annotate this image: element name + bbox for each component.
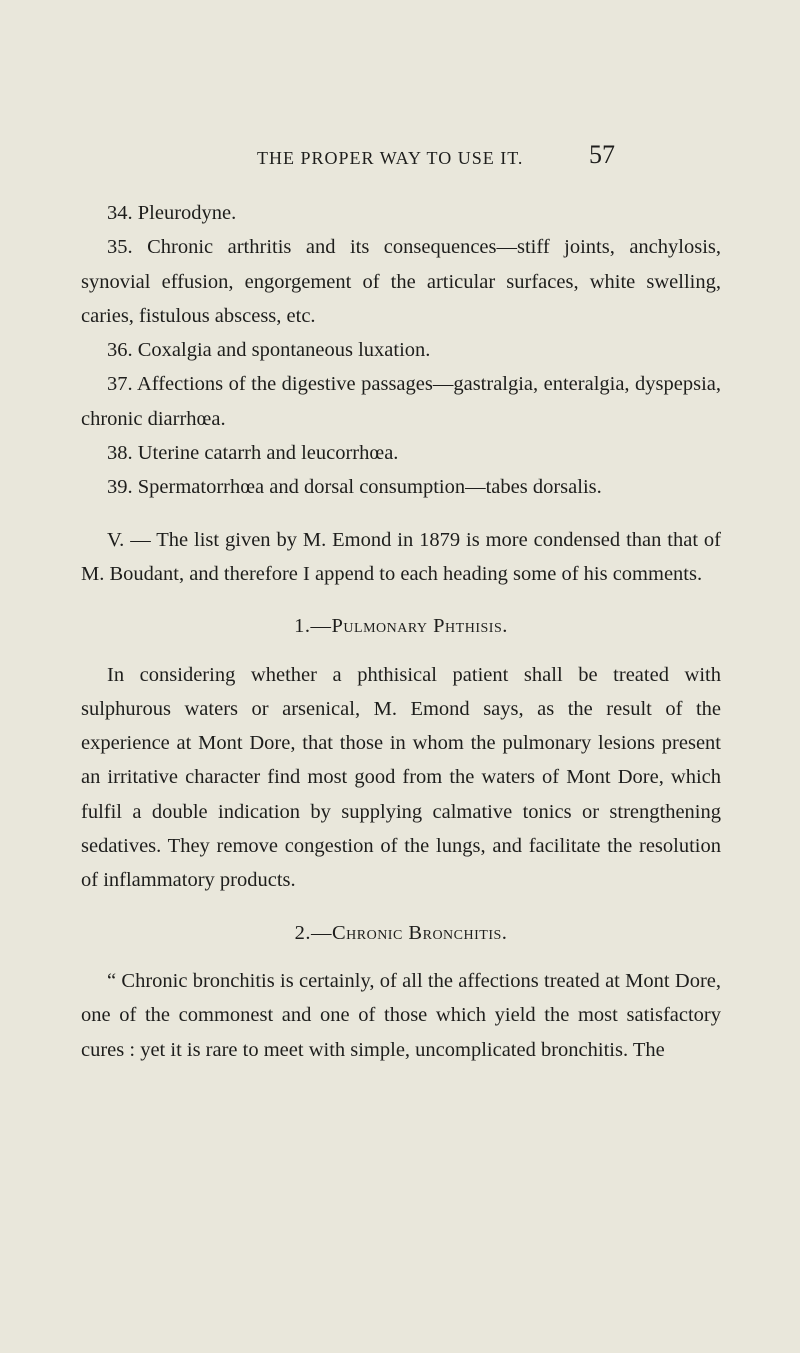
list-item — [81, 436, 721, 470]
item-text: Spermatorrhœa and dorsal consumption—tabes dorsalis. — [137, 476, 602, 499]
item-text: Affections of the digestive passages—gastralgia, enteralgia, dyspepsia, chronic diarrhœa. — [81, 373, 721, 430]
heading-chronic-bronchitis: 2.—Chronic Bronchitis. — [294, 921, 508, 944]
item-text: Pleurodyne. — [137, 202, 237, 224]
item-number: 34. — [107, 202, 133, 224]
paragraph-phthisis: In considering whether a phthisical patient shall be treated with sulphurous waters or arsenical, M. Emond says, as the result of the experience at Mont Dore, that those in whom the pulmonary lesions present an irritative character find most good from the waters of Mont Dore, which fulfil a double indication by supplying calmative tonics or strengthening sedatives. They remove congestion of the lungs, and facilitate the resolution of inflammatory products. — [81, 663, 721, 892]
item-number: 35. — [107, 236, 133, 259]
running-title: THE PROPER WAY TO USE IT. — [257, 148, 524, 168]
list-item — [81, 333, 721, 367]
paragraph-bronchitis: “ Chronic bronchitis is certainly, of all the affections treated at Mont Dore, one of the commonest and one of those which yield the most satisfactory cures : yet it is rare to meet with simple, uncomplicated bronchitis. The — [81, 969, 721, 1061]
item-text: Uterine catarrh and leucorrhœa. — [137, 442, 399, 465]
item-number: 39. — [107, 476, 133, 499]
heading-pulmonary-phthisis: 1.—Pulmonary Phthisis. — [294, 615, 508, 638]
item-text: Chronic arthritis and its consequences—stiff joints, anchylosis, synovial effusion, engorgement of the articular surfaces, white swelling, caries, fistulous abscess, etc. — [81, 236, 721, 327]
page-header — [0, 140, 800, 178]
list-item — [81, 196, 721, 230]
section-v-paragraph: V. — The list given by M. Emond in 1879 is more condensed than that of M. Boudant, and therefore I append to each heading some of his comments. — [81, 528, 721, 585]
item-number: 37. — [107, 373, 133, 396]
list-item — [81, 470, 721, 504]
body-text — [81, 196, 721, 1067]
item-number: 36. — [107, 339, 133, 362]
list-item — [81, 367, 721, 436]
item-text: Coxalgia and spontaneous luxation. — [137, 339, 431, 362]
list-item — [81, 230, 721, 333]
item-number: 38. — [107, 442, 133, 465]
page-number: 57 — [589, 140, 615, 169]
